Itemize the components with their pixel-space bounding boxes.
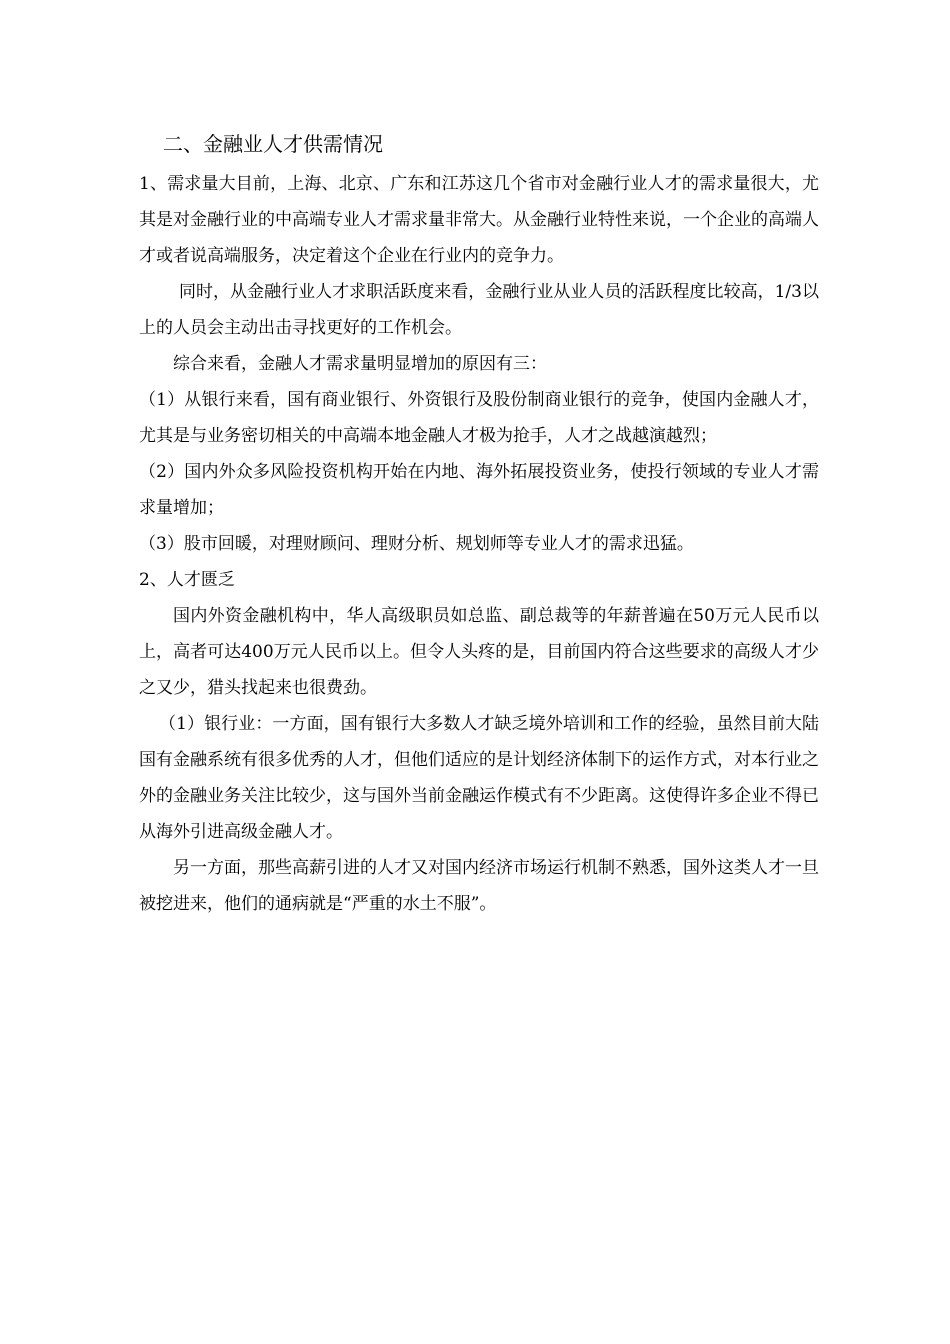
paragraph-reason-3: （3）股市回暖，对理财顾问、理财分析、规划师等专业人才的需求迅猛。 — [139, 534, 694, 554]
paragraph-salary: 国内外资金融机构中，华人高级职员如总监、副总裁等的年薪普遍在50万元人民币以上，高者可达400万元人民币以上。但令人头疼的是，目前国内符合这些要求的高级人才少之又少，猎头找起来也很费劲。 — [139, 606, 819, 698]
paragraph-other-side: 另一方面，那些高薪引进的人才又对国内经济市场运行机制不熟悉，国外这类人才一旦被挖进来，他们的通病就是“严重的水土不服”。 — [139, 858, 819, 914]
paragraph-reason-2: （2）国内外众多风险投资机构开始在内地、海外拓展投资业务，使投行领域的专业人才需求量增加； — [139, 462, 819, 518]
paragraph-demand-overview: 1、需求量大目前，上海、北京、广东和江苏这几个省市对金融行业人才的需求量很大，尤其是对金融行业的中高端专业人才需求量非常大。从金融行业特性来说，一个企业的高端人才或者说高端服务，决定着这个企业在行业内的竞争力。 — [139, 174, 819, 266]
paragraph-reasons-intro: 综合来看，金融人才需求量明显增加的原因有三： — [173, 354, 547, 374]
section-heading: 二、金融业人才供需情况 — [163, 132, 383, 156]
subheading-talent-shortage: 2、人才匮乏 — [139, 570, 235, 590]
paragraph-reason-1: （1）从银行来看，国有商业银行、外资银行及股份制商业银行的竞争，使国内金融人才，尤其是与业务密切相关的中高端本地金融人才极为抢手，人才之战越演越烈； — [139, 390, 819, 446]
paragraph-job-activity: 同时，从金融行业人才求职活跃度来看，金融行业从业人员的活跃程度比较高，1/3以上的人员会主动出击寻找更好的工作机会。 — [139, 282, 819, 338]
paragraph-banking: （1）银行业：一方面，国有银行大多数人才缺乏境外培训和工作的经验，虽然目前大陆国有金融系统有很多优秀的人才，但他们适应的是计划经济体制下的运作方式，对本行业之外的金融业务关注比较少，这与国外当前金融运作模式有不少距离。这使得许多企业不得已从海外引进高级金融人才。 — [139, 714, 819, 842]
document-body — [139, 128, 819, 922]
